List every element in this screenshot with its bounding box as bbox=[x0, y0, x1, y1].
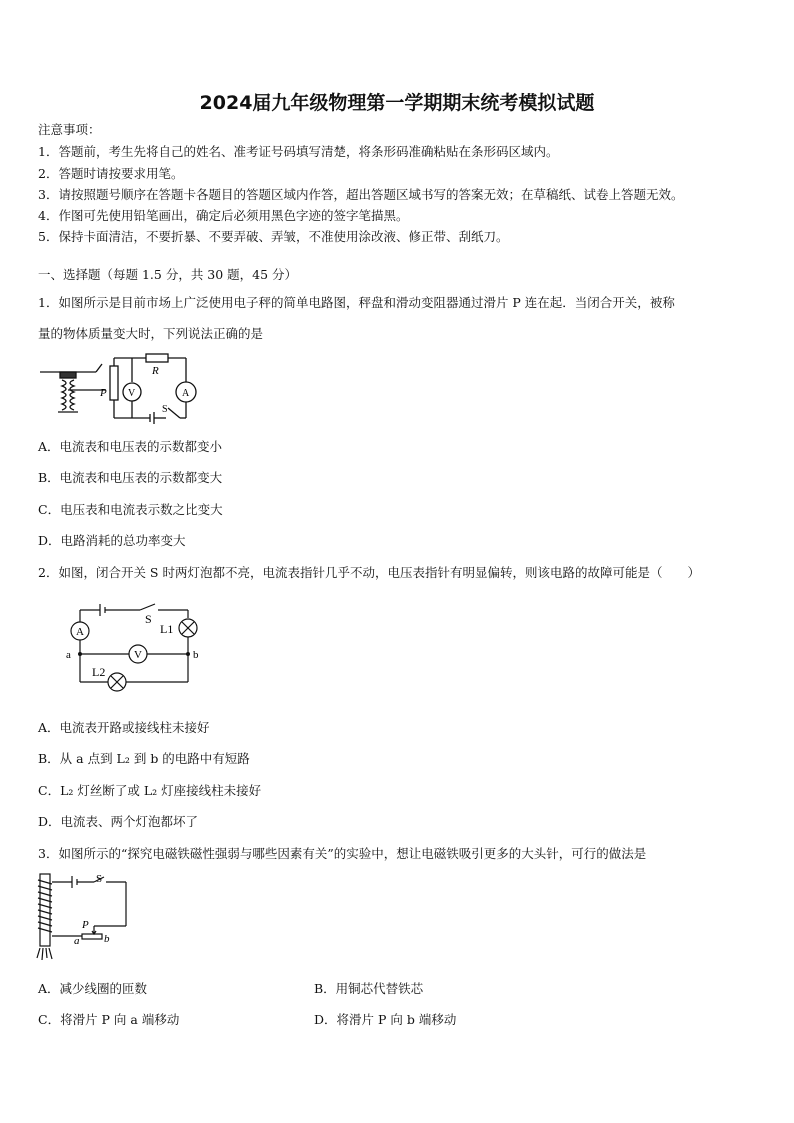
fig1-label-r: R bbox=[152, 365, 159, 377]
fig2-label-a: a bbox=[66, 649, 71, 661]
note-item: 2．答题时请按要求用笔。 bbox=[38, 166, 184, 181]
fig2-label-l1: L1 bbox=[160, 622, 174, 636]
figure-electromagnet-circuit bbox=[34, 870, 134, 965]
question-2-option-a: A．电流表开路或接线柱未接好 bbox=[38, 720, 210, 735]
fig3-label-a: a bbox=[74, 935, 80, 947]
fig2-label-l2: L2 bbox=[92, 665, 106, 679]
fig1-label-s: S bbox=[162, 404, 168, 415]
question-2-option-d: D．电流表、两个灯泡都坏了 bbox=[38, 814, 199, 829]
question-1-option-c: C．电压表和电流表示数之比变大 bbox=[38, 502, 223, 517]
question-3-stem: 3．如图所示的“探究电磁铁磁性强弱与哪些因素有关”的实验中，想让电磁铁吸引更多的大头针，可行的做法是 bbox=[38, 846, 647, 861]
note-item: 4．作图可先使用铅笔画出，确定后必须用黑色字迹的签字笔描黑。 bbox=[38, 208, 409, 223]
fig3-label-b: b bbox=[104, 933, 110, 945]
fig2-label-v: V bbox=[134, 649, 142, 661]
note-item: 5．保持卡面清洁，不要折暴、不要弄破、弄皱，不准使用涂改液、修正带、刮纸刀。 bbox=[38, 229, 509, 244]
figure-two-bulb-circuit bbox=[60, 598, 210, 693]
question-2-option-c: C．L₂ 灯丝断了或 L₂ 灯座接线柱未接好 bbox=[38, 783, 262, 798]
fig3-label-p: P bbox=[82, 919, 89, 931]
fig2-label-b: b bbox=[193, 649, 199, 661]
note-item: 3．请按照题号顺序在答题卡各题目的答题区域内作答，超出答题区域书写的答案无效；在草稿纸、试卷上答题无效。 bbox=[38, 187, 684, 202]
question-3-option-c: C．将滑片 P 向 a 端移动 bbox=[38, 1012, 180, 1027]
note-item: 1．答题前，考生先将自己的姓名、准考证号码填写清楚，将条形码准确粘贴在条形码区域内。 bbox=[38, 144, 559, 159]
question-3-option-d: D．将滑片 P 向 b 端移动 bbox=[314, 1012, 457, 1027]
question-1-stem-line1: 1．如图所示是目前市场上广泛使用电子秤的简单电路图，秤盘和滑动变阻器通过滑片 P 连在起．当闭合开关，被称 bbox=[38, 295, 675, 310]
question-1-option-d: D．电路消耗的总功率变大 bbox=[38, 533, 186, 548]
fig2-label-s: S bbox=[145, 612, 152, 626]
question-2-stem: 2．如图，闭合开关 S 时两灯泡都不亮，电流表指针几乎不动，电压表指针有明显偏转，则该电路的故障可能是（ ） bbox=[38, 565, 700, 580]
question-2-option-b: B．从 a 点到 L₂ 到 b 的电路中有短路 bbox=[38, 751, 250, 766]
question-3-option-a: A．减少线圈的匝数 bbox=[38, 981, 148, 996]
fig1-label-v: V bbox=[128, 388, 136, 399]
page-title: 2024届九年级物理第一学期期末统考模拟试题 bbox=[199, 92, 595, 114]
question-1-option-b: B．电流表和电压表的示数都变大 bbox=[38, 470, 223, 485]
notes-heading: 注意事项： bbox=[38, 122, 101, 137]
fig1-label-a: A bbox=[182, 388, 190, 399]
fig1-label-p: P bbox=[100, 387, 107, 399]
question-1-stem-line2: 量的物体质量变大时，下列说法正确的是 bbox=[38, 326, 264, 341]
fig3-label-s: S bbox=[96, 873, 103, 885]
question-3-option-b: B．用铜芯代替铁芯 bbox=[314, 981, 424, 996]
fig2-label-ammeter: A bbox=[76, 626, 84, 638]
question-1-option-a: A．电流表和电压表的示数都变小 bbox=[38, 439, 223, 454]
figure-electronic-scale-circuit bbox=[38, 350, 198, 425]
section-heading: 一、选择题（每题 1.5 分，共 30 题，45 分） bbox=[38, 267, 298, 282]
